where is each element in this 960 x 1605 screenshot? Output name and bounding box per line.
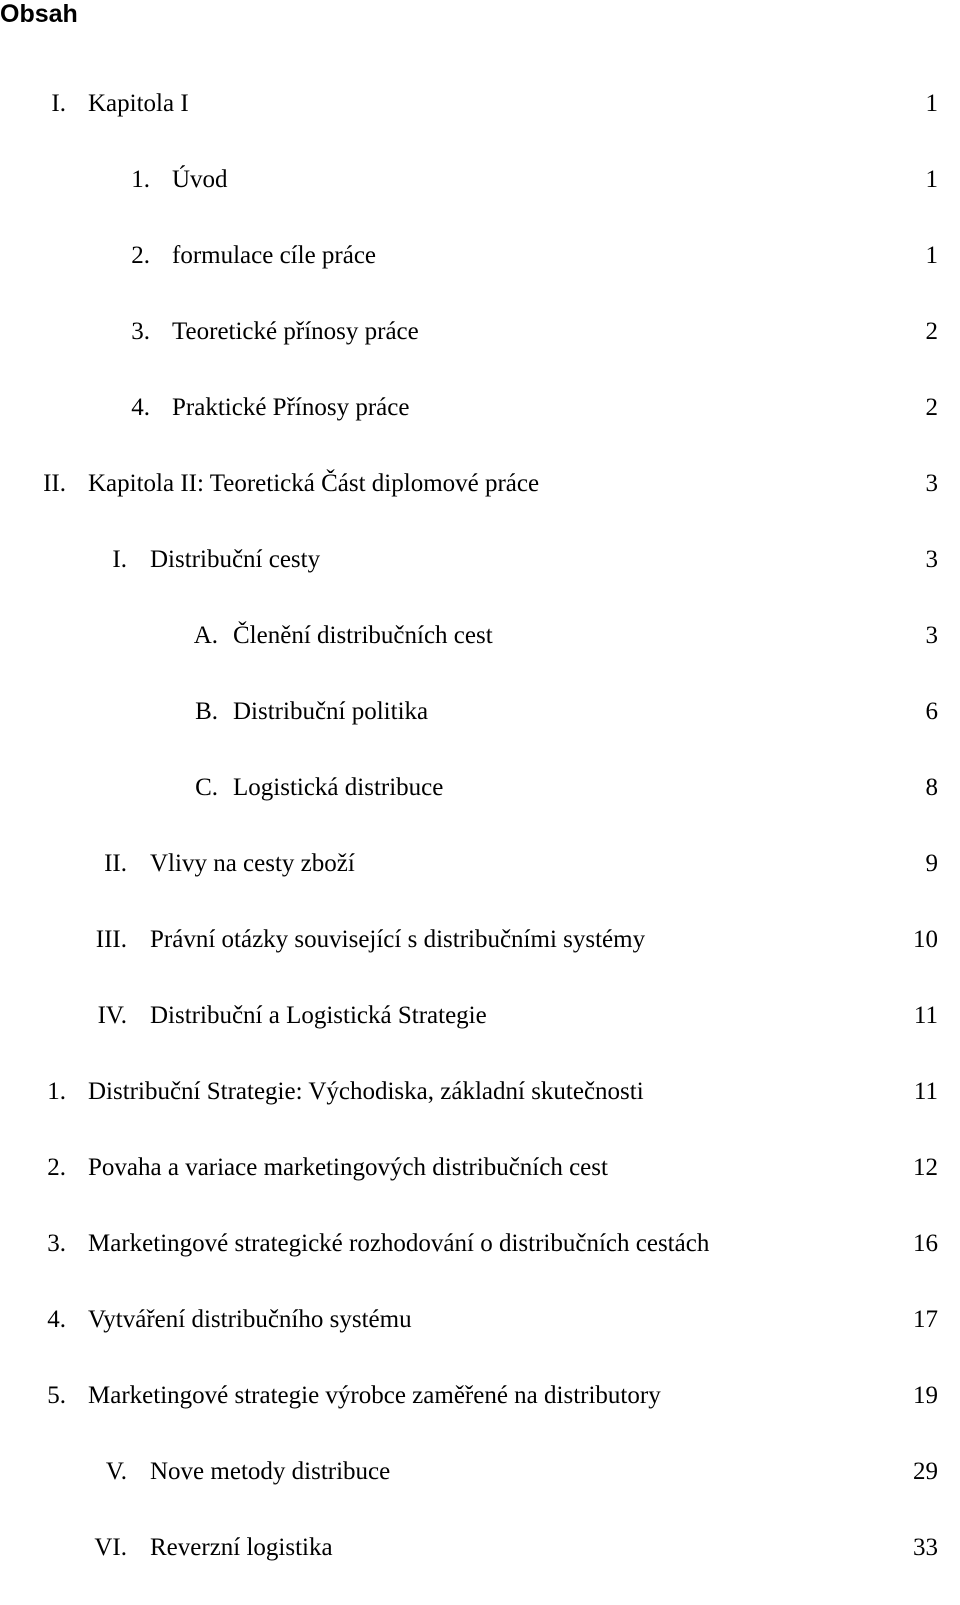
toc-entry-title: Úvod xyxy=(172,166,228,193)
toc-entry[interactable] xyxy=(0,692,960,732)
toc-entry[interactable] xyxy=(0,160,960,200)
toc-entry[interactable] xyxy=(0,464,960,504)
toc-entry[interactable] xyxy=(0,1452,960,1492)
toc-entry-page: 1 xyxy=(925,166,938,193)
toc-entry[interactable] xyxy=(0,388,960,428)
toc-entry-number: I. xyxy=(112,546,127,573)
toc-entry-number: B. xyxy=(195,698,218,725)
toc-entry-title: Distribuční a Logistická Strategie xyxy=(150,1002,487,1029)
toc-entry-title: Nove metody distribuce xyxy=(150,1458,391,1485)
toc-entry-page: 3 xyxy=(925,546,938,573)
toc-entry[interactable] xyxy=(0,1148,960,1188)
toc-entry[interactable] xyxy=(0,768,960,808)
toc-entry[interactable] xyxy=(0,1376,960,1416)
toc-entry-title: Praktické Přínosy práce xyxy=(172,394,410,421)
toc-entry-number: I. xyxy=(51,90,66,117)
toc-entry-page: 10 xyxy=(913,926,938,953)
toc-entry-title: Povaha a variace marketingových distribučních cest xyxy=(88,1154,608,1181)
page-title: Obsah xyxy=(0,0,78,28)
toc-entry-page: 1 xyxy=(925,90,938,117)
toc-entry[interactable] xyxy=(0,1300,960,1340)
toc-entry-number: II. xyxy=(43,470,66,497)
toc-entry-page: 19 xyxy=(913,1382,938,1409)
toc-entry-title: Marketingové strategické rozhodování o distribučních cestách xyxy=(88,1230,710,1257)
toc-entry-page: 11 xyxy=(913,1002,938,1029)
toc-entry-number: 1. xyxy=(47,1078,66,1105)
toc-entry-title: Distribuční cesty xyxy=(150,546,321,573)
toc-entry-title: Právní otázky související s distribučními systémy xyxy=(150,926,646,953)
toc-entry-page: 8 xyxy=(925,774,938,801)
toc-entry-page: 12 xyxy=(913,1154,938,1181)
toc-entry-number: II. xyxy=(104,850,127,877)
toc-entry-page: 3 xyxy=(925,470,938,497)
toc-entry[interactable] xyxy=(0,920,960,960)
toc-entry-number: IV. xyxy=(97,1002,127,1029)
toc-entry-number: V. xyxy=(105,1458,127,1485)
toc-entry[interactable] xyxy=(0,1224,960,1264)
toc-entry-page: 3 xyxy=(925,622,938,649)
toc-entry[interactable] xyxy=(0,84,960,124)
toc-entry-page: 17 xyxy=(913,1306,938,1333)
toc-entry-title: Členění distribučních cest xyxy=(233,622,493,649)
toc-entry-number: 1. xyxy=(131,166,150,193)
toc-entry-number: 2. xyxy=(47,1154,66,1181)
toc-entry-page: 2 xyxy=(925,318,938,345)
toc-entry-title: Distribuční politika xyxy=(233,698,429,725)
toc-entry-number: 4. xyxy=(47,1306,66,1333)
toc-entry-title: Vytváření distribučního systému xyxy=(88,1306,412,1333)
toc-entry-title: Kapitola I xyxy=(88,90,189,117)
toc-entry-number: 5. xyxy=(47,1382,66,1409)
toc-entry-number: VI. xyxy=(94,1534,127,1561)
toc-entry-title: Marketingové strategie výrobce zaměřené na distributory xyxy=(88,1382,661,1409)
toc-entry-page: 11 xyxy=(913,1078,938,1105)
toc-entry-title: formulace cíle práce xyxy=(172,242,377,269)
toc-entry[interactable] xyxy=(0,616,960,656)
toc-entry[interactable] xyxy=(0,1528,960,1568)
toc-entry-page: 9 xyxy=(925,850,938,877)
toc-entry-page: 6 xyxy=(925,698,938,725)
toc-entry-number: III. xyxy=(95,926,127,953)
toc-entry[interactable] xyxy=(0,236,960,276)
toc-entry-page: 2 xyxy=(925,394,938,421)
toc-entry-title: Reverzní logistika xyxy=(150,1534,333,1561)
toc-entry-page: 16 xyxy=(913,1230,938,1257)
toc-entry[interactable] xyxy=(0,540,960,580)
toc-entry-page: 1 xyxy=(925,242,938,269)
toc-entry-title: Vlivy na cesty zboží xyxy=(150,850,355,877)
toc-entry-number: 3. xyxy=(131,318,150,345)
toc-entry[interactable] xyxy=(0,1072,960,1112)
toc-entry[interactable] xyxy=(0,844,960,884)
toc-entry[interactable] xyxy=(0,996,960,1036)
toc-entry-page: 33 xyxy=(913,1534,938,1561)
toc-entry-number: C. xyxy=(195,774,218,801)
toc-entry-number: 3. xyxy=(47,1230,66,1257)
toc-entry-page: 29 xyxy=(913,1458,938,1485)
toc-entry-number: A. xyxy=(193,622,218,649)
toc-entry-title: Teoretické přínosy práce xyxy=(172,318,419,345)
toc-entry[interactable] xyxy=(0,312,960,352)
toc-entry-title: Distribuční Strategie: Východiska, základní skutečnosti xyxy=(88,1078,644,1105)
toc-entry-number: 2. xyxy=(131,242,150,269)
toc-entry-number: 4. xyxy=(131,394,150,421)
toc-entry-title: Kapitola II: Teoretická Část diplomové práce xyxy=(88,470,540,497)
toc-entry-title: Logistická distribuce xyxy=(233,774,444,801)
